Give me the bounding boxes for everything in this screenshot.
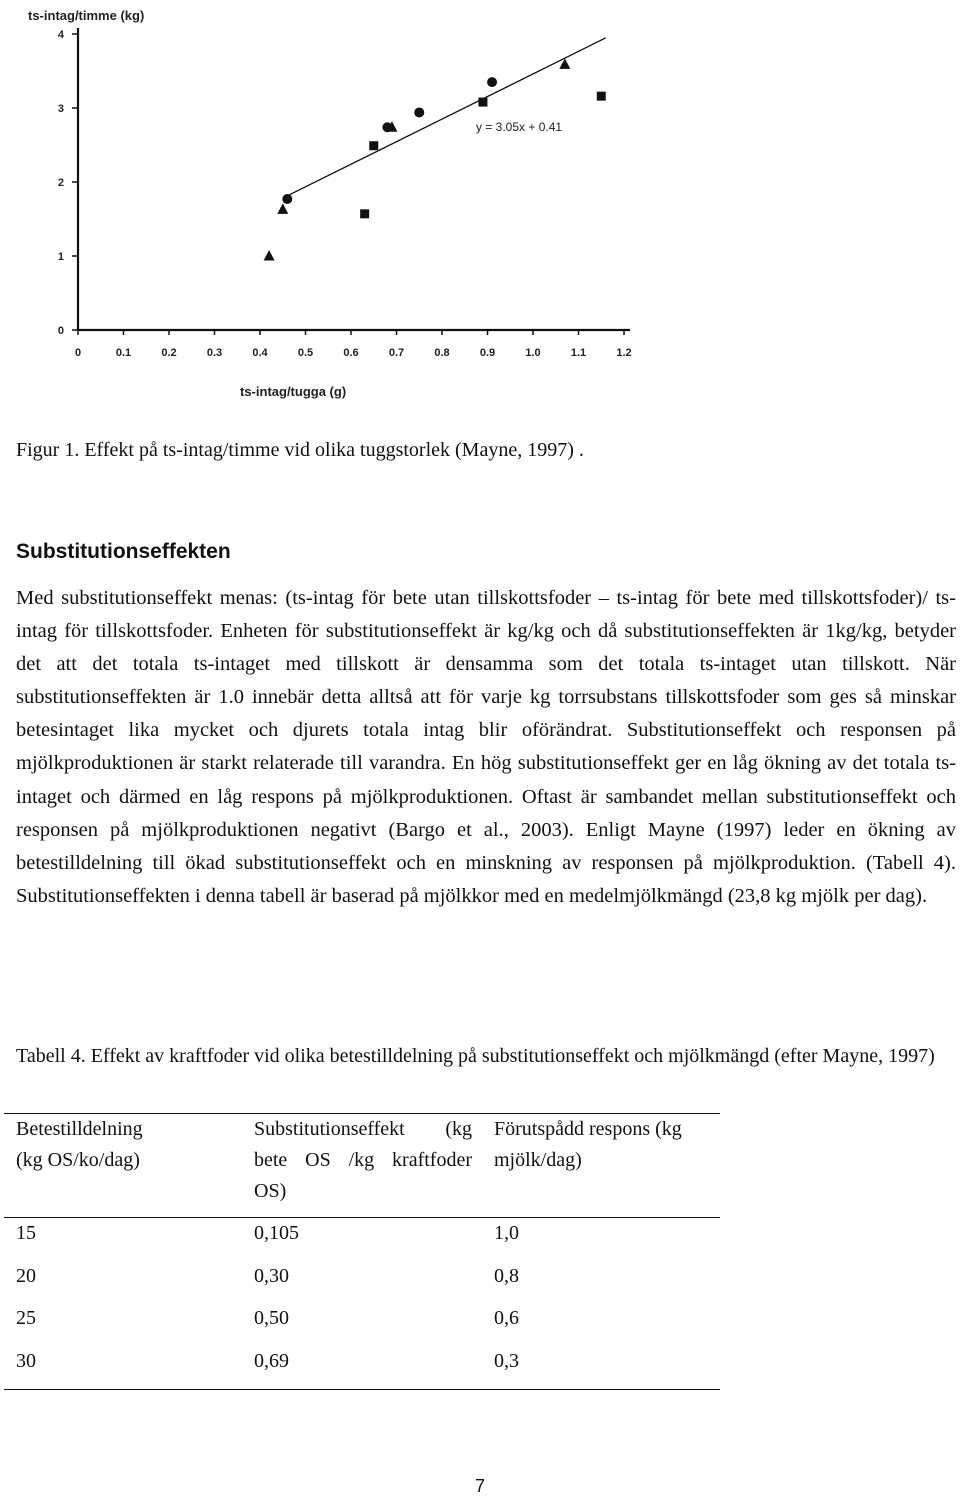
table-cell: 25 [16, 1307, 36, 1329]
header-line: (kg OS/ko/dag) [16, 1149, 140, 1171]
table-cell: 0,6 [494, 1307, 519, 1329]
x-tick-label: 1.2 [616, 347, 632, 359]
y-tick-label: 4 [57, 29, 64, 41]
header-line: Förutspådd respons (kg [494, 1118, 682, 1140]
x-tick-label: 1.1 [570, 347, 587, 359]
y-tick-label: 0 [57, 325, 64, 337]
x-tick-label: 0.6 [343, 347, 359, 359]
header-line: bete OS /kg kraftfoder [254, 1149, 472, 1171]
x-tick-label: 0.3 [206, 347, 223, 359]
table-bottom-rule [4, 1389, 720, 1390]
table-cell: 30 [16, 1350, 36, 1372]
y-tick-label: 3 [57, 103, 64, 115]
table-caption: Tabell 4. Effekt av kraftfoder vid olika betestilldelning på substitutionseffekt och mjölkmängd (efter Mayne, 1997) [16, 1045, 935, 1067]
page-number: 7 [474, 1476, 485, 1496]
data-point-square [597, 92, 606, 101]
header-line: Betestilldelning [16, 1118, 143, 1140]
table-cell: 0,50 [254, 1307, 289, 1329]
data-point-circle [487, 77, 497, 87]
table-cell: 0,69 [254, 1350, 289, 1372]
table-cell: 20 [16, 1265, 36, 1287]
figure-caption: Figur 1. Effekt på ts-intag/timme vid olika tuggstorlek (Mayne, 1997) . [16, 439, 584, 461]
section-heading: Substitutionseffekten [16, 540, 231, 563]
table-header-grazing [16, 1114, 216, 1176]
scatter-chart [0, 0, 960, 420]
x-tick-label: 0.5 [297, 347, 314, 359]
trendline-equation: y = 3.05x + 0.41 [476, 120, 563, 134]
data-point-square [360, 209, 369, 218]
header-line: OS) [254, 1180, 287, 1202]
x-tick-label: 0.1 [115, 347, 132, 359]
data-point-square [369, 141, 378, 150]
x-tick-label: 0 [74, 347, 82, 359]
y-tick-label: 1 [57, 251, 64, 263]
table-header-rule [4, 1217, 720, 1218]
x-tick-label: 0.2 [161, 347, 177, 359]
data-point-triangle [264, 250, 275, 261]
x-tick-label: 0.4 [252, 347, 268, 359]
table-cell: 1,0 [494, 1222, 519, 1244]
table-cell: 0,3 [494, 1350, 519, 1372]
trendline [283, 38, 606, 198]
table-cell: 0,30 [254, 1265, 289, 1287]
x-tick-label: 1.0 [525, 347, 541, 359]
table-header-substitution [254, 1114, 472, 1207]
x-tick-label: 0.7 [388, 347, 405, 359]
header-line: mjölk/dag) [494, 1149, 582, 1171]
x-axis-title: ts-intag/tugga (g) [240, 384, 347, 399]
x-tick-label: 0.8 [434, 347, 450, 359]
body-paragraph: Med substitutionseffekt menas: (ts-intag för bete utan tillskottsfoder – ts-intag för bete med tillskottsfoder)/ ts-intag för tillskottsfoder. Enheten för substitutionseffekt är kg/kg och då substitutionseffekten är 1kg/kg, betyder det att det totala ts-intaget med tillskott är densamma som det totala ts-intaget utan tillskott. När substitutionseffekten är 1.0 innebär detta alltså att för varje kg torrsubstans tillskottsfoder som ges så minskar betesintaget lika mycket och djurets totala intag blir oförändrat. Substitutionseffekt och responsen på mjölkproduktionen är starkt relaterade till varandra. En hög substitutionseffekt ger en låg ökning av det totala ts-intaget och därmed en låg respons på mjölkproduktionen. Oftast är sambandet mellan substitutionseffekt och responsen på mjölkproduktionen negativt (Bargo et al., 2003). Enligt Mayne (1997) leder en ökning av betestilldelning till ökad substitutionseffekt och en minskning av responsen på mjölkproduktion. (Tabell 4). Substitutionseffekten i denna tabell är baserad på mjölkkor med en medelmjölkmängd (23,8 kg mjölk per dag). [16, 587, 956, 907]
data-point-circle [414, 107, 424, 117]
table-cell: 0,8 [494, 1265, 519, 1287]
table-header-response [494, 1114, 714, 1176]
y-tick-label: 2 [57, 177, 64, 189]
x-tick-label: 0.9 [479, 347, 496, 359]
table-cell: 0,105 [254, 1222, 299, 1244]
data-point-triangle [277, 203, 288, 214]
y-axis-title: ts-intag/timme (kg) [28, 8, 145, 23]
header-line: Substitutionseffekt (kg [254, 1118, 472, 1140]
table-cell: 15 [16, 1222, 36, 1244]
